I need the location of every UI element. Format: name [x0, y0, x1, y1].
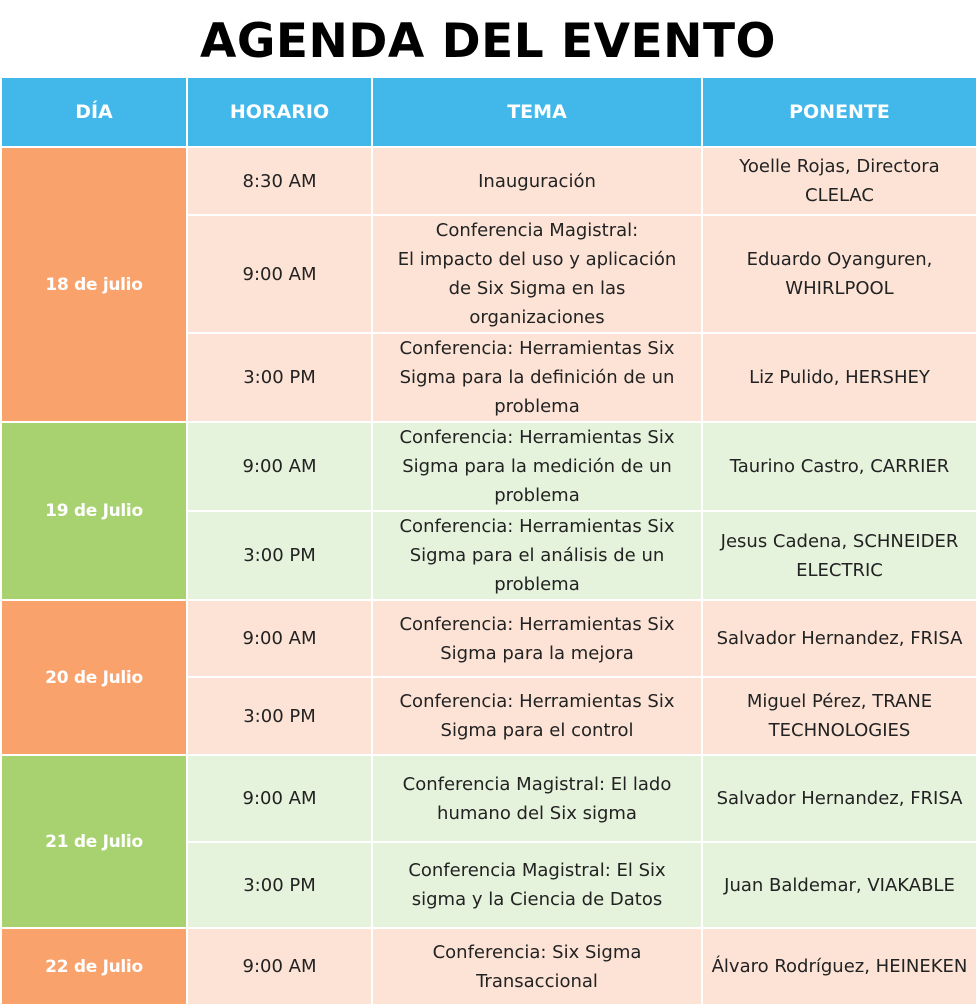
topic-line: Conferencia Magistral:	[435, 220, 639, 241]
topic-line: Conferencia Magistral: El Six	[408, 860, 666, 881]
time-cell: 3:00 PM	[187, 677, 372, 755]
topic-cell	[372, 755, 702, 842]
topic-line: problema	[494, 574, 580, 595]
topic-line: organizaciones	[469, 307, 605, 328]
speaker-line: Jesus Cadena, SCHNEIDER	[720, 530, 959, 552]
speaker-line: Salvador Hernandez, FRISA	[716, 628, 963, 649]
topic-line: Conferencia: Herramientas Six	[399, 691, 675, 712]
time-cell: 3:00 PM	[187, 511, 372, 600]
agenda-body	[1, 147, 976, 1005]
day-cell: 19 de Julio	[1, 422, 187, 600]
speaker-cell	[702, 600, 976, 677]
topic-cell	[372, 600, 702, 677]
table-row	[1, 755, 976, 842]
speaker-line: Taurino Castro, CARRIER	[729, 456, 950, 477]
day-cell: 18 de julio	[1, 147, 187, 422]
time-cell: 8:30 AM	[187, 147, 372, 215]
topic-line: problema	[494, 396, 580, 417]
topic-line: Transaccional	[476, 970, 598, 992]
table-row	[1, 928, 976, 1005]
topic-cell	[372, 422, 702, 511]
topic-line: Sigma para la medición de un	[402, 456, 672, 477]
speaker-line: TECHNOLOGIES	[768, 720, 911, 741]
page-title: AGENDA DEL EVENTO	[199, 14, 776, 69]
topic-line: problema	[494, 485, 580, 506]
agenda-table	[0, 76, 976, 1006]
time-cell: 9:00 AM	[187, 928, 372, 1005]
column-header-ponente: PONENTE	[702, 77, 976, 147]
topic-line: Conferencia: Herramientas Six	[399, 427, 675, 448]
time-cell: 3:00 PM	[187, 842, 372, 928]
topic-line: Sigma para la definición de un	[399, 367, 675, 388]
topic-line: humano del Six sigma	[437, 802, 637, 824]
topic-cell	[372, 333, 702, 422]
topic-line: Sigma para el control	[440, 720, 634, 741]
topic-cell	[372, 928, 702, 1005]
time-cell: 9:00 AM	[187, 600, 372, 677]
topic-line: de Six Sigma en las	[448, 278, 626, 299]
speaker-cell	[702, 333, 976, 422]
time-cell: 3:00 PM	[187, 333, 372, 422]
speaker-cell	[702, 842, 976, 928]
column-header-tema: TEMA	[372, 77, 702, 147]
topic-line: Conferencia: Six Sigma	[432, 941, 642, 963]
table-row	[1, 600, 976, 677]
speaker-cell	[702, 422, 976, 511]
day-cell: 20 de Julio	[1, 600, 187, 755]
topic-cell	[372, 677, 702, 755]
speaker-line: Liz Pulido, HERSHEY	[749, 367, 930, 388]
speaker-line: CLELAC	[805, 185, 874, 206]
speaker-line: Yoelle Rojas, Directora	[739, 156, 940, 177]
speaker-line: Álvaro Rodríguez, HEINEKEN	[711, 956, 968, 977]
topic-cell	[372, 215, 702, 333]
time-cell: 9:00 AM	[187, 755, 372, 842]
speaker-cell	[702, 677, 976, 755]
speaker-cell	[702, 928, 976, 1005]
topic-line: Sigma para el análisis de un	[409, 545, 665, 566]
speaker-line: Salvador Hernandez, FRISA	[716, 788, 963, 809]
topic-line: Inauguración	[478, 170, 596, 192]
speaker-cell	[702, 755, 976, 842]
speaker-line: Miguel Pérez, TRANE	[746, 691, 933, 712]
topic-line: Conferencia: Herramientas Six	[399, 613, 675, 635]
speaker-cell	[702, 215, 976, 333]
time-cell: 9:00 AM	[187, 422, 372, 511]
table-row	[1, 422, 976, 511]
speaker-line: WHIRLPOOL	[785, 278, 894, 299]
topic-line: Sigma para la mejora	[440, 642, 634, 664]
speaker-line: ELECTRIC	[796, 559, 883, 581]
speaker-cell	[702, 511, 976, 600]
topic-line: sigma y la Ciencia de Datos	[411, 889, 663, 910]
topic-line: El impacto del uso y aplicación	[397, 249, 677, 270]
day-cell: 22 de Julio	[1, 928, 187, 1005]
table-row	[1, 147, 976, 215]
topic-cell	[372, 147, 702, 215]
topic-line: Conferencia: Herramientas Six	[399, 516, 675, 537]
column-header-horario: HORARIO	[187, 77, 372, 147]
topic-cell	[372, 511, 702, 600]
column-header-dia: DÍA	[1, 77, 187, 147]
speaker-line: Eduardo Oyanguren,	[746, 249, 933, 270]
day-cell: 21 de Julio	[1, 755, 187, 928]
topic-cell	[372, 842, 702, 928]
time-cell: 9:00 AM	[187, 215, 372, 333]
speaker-cell	[702, 147, 976, 215]
topic-line: Conferencia Magistral: El lado	[402, 773, 672, 795]
speaker-line: Juan Baldemar, VIAKABLE	[724, 874, 955, 896]
header-row	[1, 77, 976, 147]
topic-line: Conferencia: Herramientas Six	[399, 338, 675, 359]
